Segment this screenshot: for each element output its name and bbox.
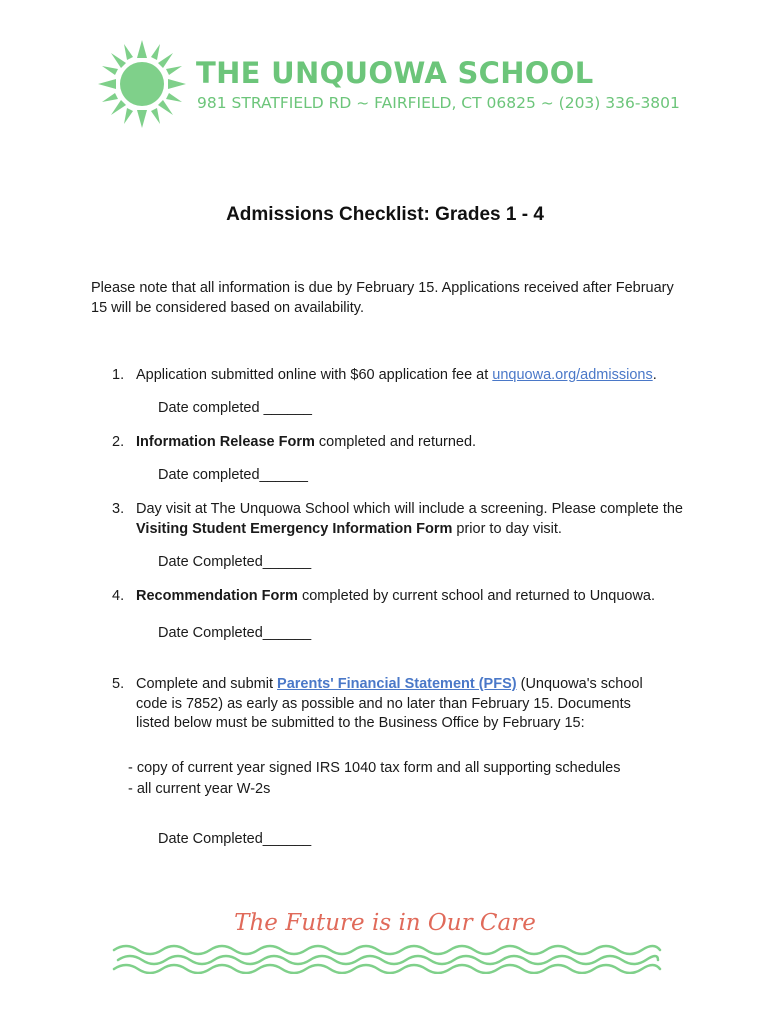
- item-text: completed and returned.: [314, 434, 477, 450]
- date-completed-1: Date completed ______: [158, 400, 312, 416]
- checklist-item-3: [112, 500, 692, 539]
- item-text: Complete and submit: [136, 676, 278, 692]
- school-name: THE UNQUOWA SCHOOL: [196, 56, 594, 90]
- document-bullet: - all current year W-2s: [128, 781, 271, 797]
- wave-decoration-icon: [112, 940, 662, 974]
- date-completed-2: Date completed______: [158, 467, 308, 483]
- form-name: Visiting Student Emergency Information Form: [136, 520, 453, 537]
- item-text: Day visit at The Unquowa School which will include a screening. Please complete the: [136, 501, 683, 517]
- item-text: prior to day visit.: [452, 520, 562, 537]
- date-completed-3: Date Completed______: [158, 554, 312, 570]
- item-text: .: [652, 367, 657, 383]
- item-number: 2.: [112, 434, 125, 450]
- document-bullet: - copy of current year signed IRS 1040 tax form and all supporting schedules: [128, 760, 621, 776]
- school-address: 981 STRATFIELD RD ~ FAIRFIELD, CT 06825 ~ (203) 336-3801: [197, 94, 680, 112]
- checklist-item-1: [112, 366, 692, 386]
- date-completed-4: Date Completed______: [158, 625, 312, 641]
- pfs-link[interactable]: Parents' Financial Statement (PFS): [277, 676, 517, 692]
- item-number: 3.: [112, 501, 125, 517]
- checklist-item-4: [112, 587, 692, 607]
- intro-paragraph: Please note that all information is due by February 15. Applications received after February 15 will be considered based on availability.: [91, 280, 674, 316]
- item-number: 5.: [112, 676, 125, 692]
- sun-icon: [96, 38, 188, 130]
- checklist-item-2: [112, 433, 692, 453]
- item-text: completed by current school and returned to Unquowa.: [297, 588, 656, 604]
- page-title: Admissions Checklist: Grades 1 - 4: [226, 204, 544, 225]
- checklist-item-5: [112, 675, 664, 734]
- form-name: Recommendation Form: [136, 588, 298, 604]
- item-number: 1.: [112, 367, 125, 383]
- form-name: Information Release Form: [136, 434, 315, 450]
- item-text: Application submitted online with $60 application fee at: [136, 367, 493, 383]
- admissions-link[interactable]: unquowa.org/admissions: [492, 367, 653, 383]
- item-number: 4.: [112, 588, 125, 604]
- date-completed-5: Date Completed______: [158, 831, 312, 847]
- item-text: (Unquowa's school code is 7852) as early as possible and no later than February 15. Documents listed below must be submitted to the Business Office by February 15:: [136, 676, 643, 731]
- footer-tagline: The Future is in Our Care: [234, 910, 536, 936]
